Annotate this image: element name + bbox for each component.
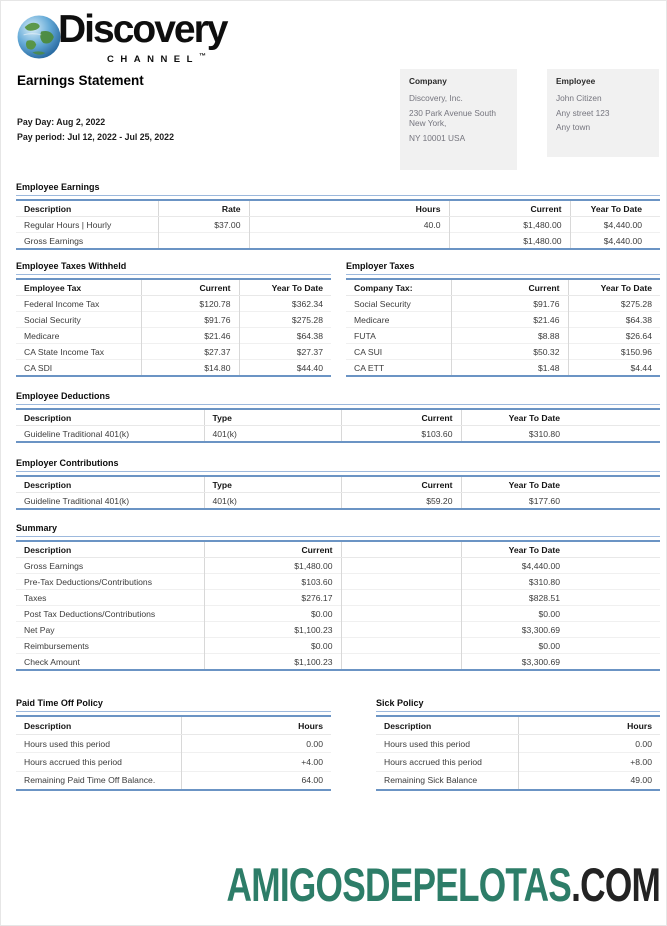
table-cell: $1,100.23 <box>204 654 341 671</box>
table-cell: Net Pay <box>16 622 204 638</box>
table-row <box>16 638 660 654</box>
column-header: Current <box>451 279 568 296</box>
table-cell: Hours accrued this period <box>376 753 518 771</box>
channel-word: CHANNEL <box>107 54 199 65</box>
employee-name: John Citizen <box>556 93 602 103</box>
table-cell: $4,440.00 <box>570 217 660 233</box>
watermark-secondary-text: .COM <box>570 858 660 911</box>
table-cell: $59.20 <box>341 493 461 510</box>
column-header: Year To Date <box>239 279 331 296</box>
employee-address-2: Any town <box>556 122 591 133</box>
table-cell: Taxes <box>16 590 204 606</box>
trademark-symbol: ™ <box>198 53 206 60</box>
table-cell <box>341 558 461 574</box>
table-cell: 0.00 <box>181 735 331 753</box>
section-title-employee-taxes: Employee Taxes Withheld <box>16 261 331 275</box>
watermark-primary-text: AMIGOSDEPELOTAS <box>226 858 571 911</box>
column-header: Description <box>16 476 204 493</box>
table-row <box>16 622 660 638</box>
table-cell: Guideline Traditional 401(k) <box>24 495 130 506</box>
table-cell: $4,440.00 <box>570 233 660 250</box>
section-employee-deductions <box>16 391 660 443</box>
table-cell: Remaining Sick Balance <box>376 771 518 790</box>
table-cell <box>341 590 461 606</box>
table-cell: $3,300.69 <box>461 622 660 638</box>
table-cell: $362.34 <box>239 296 331 312</box>
table-header-row <box>16 541 660 558</box>
table-cell: Check Amount <box>16 654 204 671</box>
table-cell: $8.88 <box>451 328 568 344</box>
table-row <box>16 328 331 344</box>
table-row <box>16 493 660 510</box>
table-cell: Remaining Paid Time Off Balance. <box>16 771 181 790</box>
column-header: Hours <box>249 200 449 217</box>
section-title-sick: Sick Policy <box>376 698 660 712</box>
column-header: Description <box>16 541 204 558</box>
table-cell: $0.00 <box>461 606 660 622</box>
table-row <box>16 606 660 622</box>
employee-label: Employee <box>556 76 596 86</box>
column-header: Year To Date <box>568 279 660 296</box>
table-cell: $21.46 <box>141 328 239 344</box>
table-header-row <box>376 716 660 735</box>
discovery-channel-logo <box>15 6 275 66</box>
column-header: Year To Date <box>461 476 660 493</box>
section-policies-row <box>16 698 660 791</box>
table-cell: Hours accrued this period <box>16 753 181 771</box>
table-cell: $14.80 <box>141 360 239 377</box>
table-cell: $103.60 <box>204 574 341 590</box>
table-header-row <box>16 200 660 217</box>
company-name: Discovery, Inc. <box>409 93 463 103</box>
table-cell: 49.00 <box>518 771 660 790</box>
pay-period-line: Pay period: Jul 12, 2022 - Jul 25, 2022 <box>17 132 174 142</box>
table-row <box>16 771 331 790</box>
column-header: Employee Tax <box>16 279 141 296</box>
company-info-box <box>400 69 517 170</box>
table-cell: Gross Earnings <box>24 560 84 571</box>
employer-contributions-table <box>16 475 660 510</box>
table-cell: $3,300.69 <box>461 654 660 671</box>
table-cell: 401(k) <box>204 426 341 443</box>
table-cell: $103.60 <box>341 426 461 443</box>
column-header: Year To Date <box>461 541 660 558</box>
table-cell: +8.00 <box>518 753 660 771</box>
table-cell: $64.38 <box>239 328 331 344</box>
section-title-summary: Summary <box>16 523 660 537</box>
table-cell: Guideline Traditional 401(k) <box>24 428 130 439</box>
table-row <box>16 735 331 753</box>
table-row <box>16 558 660 574</box>
column-header: Current <box>204 541 341 558</box>
company-address-1: 230 Park Avenue South <box>409 107 497 118</box>
company-label: Company <box>409 76 447 86</box>
section-title-employee-deductions: Employee Deductions <box>16 391 660 405</box>
table-row <box>16 753 331 771</box>
section-taxes-row <box>16 261 660 377</box>
table-cell: $1,480.00 <box>449 217 570 233</box>
column-header: Rate <box>158 200 249 217</box>
company-address-2: New York, <box>409 118 447 129</box>
table-row <box>16 312 331 328</box>
table-cell: $4.44 <box>568 360 660 377</box>
table-cell: $0.00 <box>461 638 660 654</box>
table-cell: CA State Income Tax <box>16 344 141 360</box>
column-header: Type <box>204 409 341 426</box>
table-cell <box>341 622 461 638</box>
table-cell <box>249 233 449 250</box>
section-employer-contributions <box>16 458 660 510</box>
table-cell: $1,480.00 <box>449 233 570 250</box>
table-cell: $1,480.00 <box>204 558 341 574</box>
site-watermark <box>226 857 660 912</box>
table-cell: $27.37 <box>239 344 331 360</box>
paid-time-off-table <box>16 715 331 791</box>
column-header: Company Tax: <box>346 279 451 296</box>
column-header: Description <box>16 716 181 735</box>
table-cell: $1.48 <box>451 360 568 377</box>
table-header-row <box>346 279 660 296</box>
section-paid-time-off-policy <box>16 698 331 791</box>
table-cell: Social Security <box>354 298 411 309</box>
employee-address-1: Any street 123 <box>556 107 610 118</box>
table-row <box>346 312 660 328</box>
table-cell: $120.78 <box>141 296 239 312</box>
table-cell: Federal Income Tax <box>24 298 100 309</box>
page-title: Earnings Statement <box>17 73 144 88</box>
table-cell: $310.80 <box>461 426 660 443</box>
section-title-employee-earnings: Employee Earnings <box>16 182 660 196</box>
table-row <box>346 328 660 344</box>
summary-table <box>16 540 660 671</box>
sick-policy-table <box>376 715 660 791</box>
table-cell <box>158 233 249 250</box>
employee-earnings-table <box>16 199 660 250</box>
table-cell: $0.00 <box>204 606 341 622</box>
table-cell: $64.38 <box>568 312 660 328</box>
company-address-3: NY 10001 USA <box>409 132 466 143</box>
section-title-employer-taxes: Employer Taxes <box>346 261 660 275</box>
table-cell: Hours used this period <box>384 738 470 749</box>
column-header: Hours <box>518 716 660 735</box>
table-cell: FUTA <box>346 328 451 344</box>
table-cell: Medicare <box>16 328 141 344</box>
table-cell: Medicare <box>346 312 451 328</box>
section-employee-earnings <box>16 182 660 250</box>
table-header-row <box>16 476 660 493</box>
table-cell: $276.17 <box>204 590 341 606</box>
table-row <box>16 426 660 443</box>
table-header-row <box>16 716 331 735</box>
table-cell: $177.60 <box>461 493 660 510</box>
table-cell: Reimbursements <box>16 638 204 654</box>
table-cell: $4,440.00 <box>461 558 660 574</box>
table-cell: Regular Hours | Hourly <box>24 219 112 230</box>
table-cell: 401(k) <box>204 493 341 510</box>
table-cell: $50.32 <box>451 344 568 360</box>
table-row <box>376 735 660 753</box>
table-cell: $26.64 <box>568 328 660 344</box>
logo-channel-text <box>107 53 206 65</box>
table-cell: $828.51 <box>461 590 660 606</box>
column-header: Current <box>449 200 570 217</box>
table-row <box>376 771 660 790</box>
employee-deductions-table <box>16 408 660 443</box>
table-cell: $275.28 <box>239 312 331 328</box>
table-row <box>346 344 660 360</box>
column-header: Year To Date <box>570 200 660 217</box>
table-cell: 0.00 <box>518 735 660 753</box>
column-header: Year To Date <box>461 409 660 426</box>
logo-brand-text: Discovery <box>58 8 227 51</box>
table-row <box>16 217 660 233</box>
section-employer-taxes <box>346 261 660 377</box>
column-header <box>341 541 461 558</box>
section-summary <box>16 523 660 671</box>
table-cell: $275.28 <box>568 296 660 312</box>
table-cell: $27.37 <box>141 344 239 360</box>
table-cell: $37.00 <box>158 217 249 233</box>
table-cell: $21.46 <box>451 312 568 328</box>
table-row <box>16 233 660 250</box>
table-row <box>16 344 331 360</box>
section-title-employer-contributions: Employer Contributions <box>16 458 660 472</box>
table-row <box>16 574 660 590</box>
table-cell: CA SDI <box>16 360 141 377</box>
table-row <box>16 360 331 377</box>
table-cell: $44.40 <box>239 360 331 377</box>
table-cell <box>341 574 461 590</box>
employee-taxes-table <box>16 278 331 377</box>
table-header-row <box>16 409 660 426</box>
column-header: Description <box>376 716 518 735</box>
section-sick-policy <box>376 698 660 791</box>
column-header: Description <box>16 200 158 217</box>
table-cell: $0.00 <box>204 638 341 654</box>
column-header: Description <box>16 409 204 426</box>
table-cell: $310.80 <box>461 574 660 590</box>
table-cell: Pre-Tax Deductions/Contributions <box>16 574 204 590</box>
table-cell: Social Security <box>16 312 141 328</box>
table-cell: Post Tax Deductions/Contributions <box>16 606 204 622</box>
table-row <box>16 296 331 312</box>
section-employee-taxes <box>16 261 331 377</box>
table-cell: 64.00 <box>181 771 331 790</box>
column-header: Type <box>204 476 341 493</box>
globe-icon <box>17 15 61 59</box>
section-title-pto: Paid Time Off Policy <box>16 698 331 712</box>
table-row <box>16 654 660 671</box>
employee-info-box <box>547 69 659 157</box>
table-row <box>376 753 660 771</box>
employer-taxes-table <box>346 278 660 377</box>
table-cell: $150.96 <box>568 344 660 360</box>
table-row <box>346 296 660 312</box>
table-row <box>16 590 660 606</box>
table-cell: $91.76 <box>141 312 239 328</box>
table-cell: CA ETT <box>346 360 451 377</box>
table-cell: Hours used this period <box>24 738 110 749</box>
table-cell <box>341 606 461 622</box>
table-cell: +4.00 <box>181 753 331 771</box>
table-cell <box>341 654 461 671</box>
table-cell: CA SUI <box>346 344 451 360</box>
column-header: Current <box>141 279 239 296</box>
pay-day-line: Pay Day: Aug 2, 2022 <box>17 117 106 127</box>
table-header-row <box>16 279 331 296</box>
table-row <box>346 360 660 377</box>
table-cell <box>341 638 461 654</box>
table-cell: Gross Earnings <box>16 233 158 250</box>
column-header: Hours <box>181 716 331 735</box>
table-cell: 40.0 <box>249 217 449 233</box>
table-cell: $1,100.23 <box>204 622 341 638</box>
column-header: Current <box>341 409 461 426</box>
column-header: Current <box>341 476 461 493</box>
table-cell: $91.76 <box>451 296 568 312</box>
